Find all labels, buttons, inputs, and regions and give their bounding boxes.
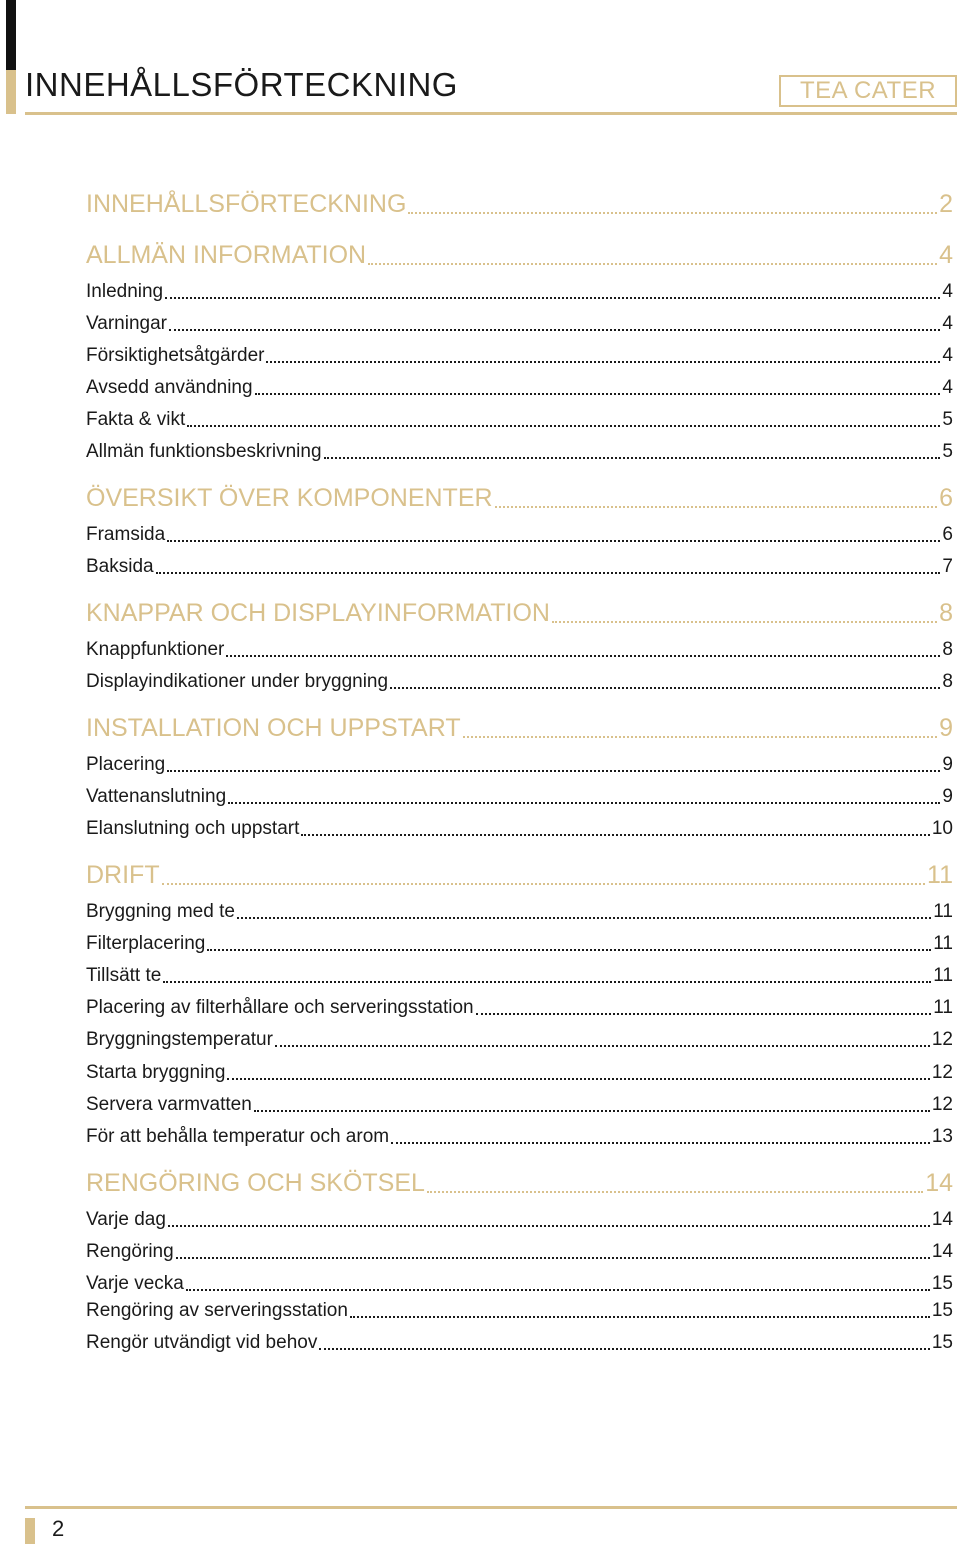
toc-dot-leader	[427, 1191, 923, 1193]
toc-page-number: 8	[939, 599, 953, 627]
toc-entry-row[interactable]	[86, 1273, 953, 1295]
header-dark-bar	[6, 0, 16, 70]
toc-page-number: 12	[931, 1062, 953, 1083]
toc-entry-label: Vattenanslutning	[86, 786, 227, 807]
toc-dot-leader	[226, 655, 940, 657]
header-accent-bar	[6, 70, 16, 114]
toc-entry-row[interactable]	[86, 997, 953, 1019]
toc-dot-leader	[167, 540, 940, 542]
toc-dot-leader	[156, 572, 941, 574]
toc-section-label: KNAPPAR OCH DISPLAYINFORMATION	[86, 599, 550, 627]
footer-divider	[25, 1506, 957, 1509]
toc-entry-row[interactable]	[86, 1209, 953, 1231]
toc-entry-row[interactable]	[86, 1300, 953, 1322]
toc-entry-label: Varningar	[86, 313, 167, 334]
toc-page-number: 7	[942, 556, 953, 577]
toc-dot-leader	[207, 949, 931, 951]
toc-entry-label: Filterplacering	[86, 933, 206, 954]
toc-entry-row[interactable]	[86, 313, 953, 335]
toc-section-row[interactable]	[86, 241, 953, 270]
toc-dot-leader	[165, 297, 940, 299]
toc-page-number: 4	[942, 281, 953, 302]
toc-section-row[interactable]	[86, 1169, 953, 1198]
toc-page-number: 4	[939, 241, 953, 269]
toc-page-number: 5	[942, 409, 953, 430]
toc-section-row[interactable]	[86, 861, 953, 890]
toc-dot-leader	[350, 1316, 930, 1318]
toc-entry-label: Elanslutning och uppstart	[86, 818, 300, 839]
toc-dot-leader	[408, 212, 937, 214]
toc-section-row[interactable]	[86, 190, 953, 219]
toc-entry-label: För att behålla temperatur och arom	[86, 1126, 390, 1147]
toc-dot-leader	[168, 1225, 930, 1227]
toc-entry-row[interactable]	[86, 377, 953, 399]
toc-page-number: 4	[942, 345, 953, 366]
toc-page-number: 8	[942, 671, 953, 692]
toc-dot-leader	[476, 1013, 932, 1015]
toc-page-number: 14	[931, 1241, 953, 1262]
toc-page-number: 2	[939, 190, 953, 218]
toc-page-number: 4	[942, 313, 953, 334]
toc-dot-leader	[167, 770, 940, 772]
toc-page-number: 9	[939, 714, 953, 742]
toc-page-number: 15	[931, 1300, 953, 1321]
toc-page-number: 12	[931, 1029, 953, 1050]
toc-entry-row[interactable]	[86, 818, 953, 840]
toc-entry-row[interactable]	[86, 901, 953, 923]
toc-page-number: 11	[933, 997, 953, 1018]
toc-entry-label: Rengör utvändigt vid behov	[86, 1332, 318, 1353]
toc-dot-leader	[228, 802, 940, 804]
footer-accent-mark	[25, 1518, 35, 1544]
toc-page-number: 10	[931, 818, 953, 839]
toc-page-number: 11	[933, 901, 953, 922]
toc-dot-leader	[275, 1045, 930, 1047]
toc-entry-row[interactable]	[86, 965, 953, 987]
toc-page-number: 14	[931, 1209, 953, 1230]
toc-entry-label: Placering	[86, 754, 166, 775]
toc-page-number: 5	[942, 441, 953, 462]
toc-dot-leader	[319, 1348, 930, 1350]
toc-dot-leader	[324, 457, 941, 459]
toc-dot-leader	[162, 883, 925, 885]
toc-page-number: 6	[939, 484, 953, 512]
toc-entry-label: Starta bryggning	[86, 1062, 226, 1083]
toc-entry-row[interactable]	[86, 671, 953, 693]
toc-entry-label: Framsida	[86, 524, 166, 545]
toc-section-label: DRIFT	[86, 861, 160, 889]
toc-entry-label: Bryggningstemperatur	[86, 1029, 273, 1050]
toc-entry-row[interactable]	[86, 1126, 953, 1148]
toc-page-number: 11	[927, 861, 953, 889]
toc-page-number: 6	[942, 524, 953, 545]
toc-page-number: 9	[942, 786, 953, 807]
toc-page-number: 9	[942, 754, 953, 775]
toc-entry-label: Servera varmvatten	[86, 1094, 252, 1115]
toc-entry-row[interactable]	[86, 1094, 953, 1116]
toc-dot-leader	[495, 506, 938, 508]
toc-page-number: 4	[942, 377, 953, 398]
header-divider	[25, 112, 957, 115]
toc-dot-leader	[254, 1110, 930, 1112]
toc-entry-label: Baksida	[86, 556, 154, 577]
toc-page-number: 13	[931, 1126, 953, 1147]
toc-section-row[interactable]	[86, 484, 953, 513]
toc-section-row[interactable]	[86, 714, 953, 743]
toc-dot-leader	[266, 361, 940, 363]
toc-entry-row[interactable]	[86, 441, 953, 463]
toc-entry-label: Avsedd användning	[86, 377, 253, 398]
toc-entry-row[interactable]	[86, 639, 953, 661]
toc-entry-label: Varje dag	[86, 1209, 166, 1230]
toc-entry-row[interactable]	[86, 524, 953, 546]
page-title: INNEHÅLLSFÖRTECKNING	[25, 66, 458, 103]
toc-dot-leader	[187, 425, 940, 427]
toc-dot-leader	[463, 736, 937, 738]
toc-dot-leader	[176, 1257, 930, 1259]
toc-entry-label: Fakta & vikt	[86, 409, 186, 430]
brand-label: TEA CATER	[779, 75, 957, 107]
toc-page-number: 12	[931, 1094, 953, 1115]
toc-page-number: 8	[942, 639, 953, 660]
toc-dot-leader	[227, 1078, 929, 1080]
toc-entry-row[interactable]	[86, 786, 953, 808]
toc-page-number: 14	[925, 1169, 953, 1197]
toc-page-number: 11	[933, 965, 953, 986]
toc-page-number: 11	[933, 933, 953, 954]
toc-entry-label: Tillsätt te	[86, 965, 162, 986]
toc-entry-row[interactable]	[86, 409, 953, 431]
toc-section-row[interactable]	[86, 599, 953, 628]
toc-dot-leader	[237, 917, 931, 919]
toc-dot-leader	[163, 981, 931, 983]
toc-entry-label: Rengöring av serveringsstation	[86, 1300, 348, 1321]
toc-entry-row[interactable]	[86, 754, 953, 776]
toc-dot-leader	[301, 834, 929, 836]
toc-entry-row[interactable]	[86, 1332, 953, 1354]
toc-entry-label: Displayindikationer under bryggning	[86, 671, 389, 692]
toc-section-label: INNEHÅLLSFÖRTECKNING	[86, 190, 407, 218]
toc-entry-label: Knappfunktioner	[86, 639, 225, 660]
toc-entry-row[interactable]	[86, 281, 953, 303]
toc-entry-row[interactable]	[86, 345, 953, 367]
toc-entry-label: Inledning	[86, 281, 164, 302]
toc-dot-leader	[368, 263, 937, 265]
toc-entry-label: Försiktighetsåtgärder	[86, 345, 265, 366]
toc-page-number: 15	[931, 1273, 953, 1294]
toc-entry-row[interactable]	[86, 1241, 953, 1263]
toc-section-label: ÖVERSIKT ÖVER KOMPONENTER	[86, 484, 493, 512]
toc-entry-row[interactable]	[86, 1062, 953, 1084]
toc-dot-leader	[390, 687, 940, 689]
toc-section-label: INSTALLATION OCH UPPSTART	[86, 714, 461, 742]
toc-section-label: ALLMÄN INFORMATION	[86, 241, 367, 269]
toc-dot-leader	[169, 329, 940, 331]
toc-dot-leader	[391, 1142, 930, 1144]
toc-entry-label: Varje vecka	[86, 1273, 184, 1294]
toc-page-number: 15	[931, 1332, 953, 1353]
toc-dot-leader	[255, 393, 941, 395]
toc-entry-label: Placering av filterhållare och serveringsstation	[86, 997, 474, 1018]
toc-entry-label: Allmän funktionsbeskrivning	[86, 441, 322, 462]
toc-section-label: RENGÖRING OCH SKÖTSEL	[86, 1169, 425, 1197]
toc-entry-label: Rengöring	[86, 1241, 174, 1262]
page-number: 2	[52, 1516, 65, 1541]
toc-dot-leader	[552, 621, 937, 623]
toc-dot-leader	[186, 1289, 930, 1291]
toc-entry-row[interactable]	[86, 933, 953, 955]
toc-entry-row[interactable]	[86, 556, 953, 578]
toc-entry-label: Bryggning med te	[86, 901, 235, 922]
toc-entry-row[interactable]	[86, 1029, 953, 1051]
